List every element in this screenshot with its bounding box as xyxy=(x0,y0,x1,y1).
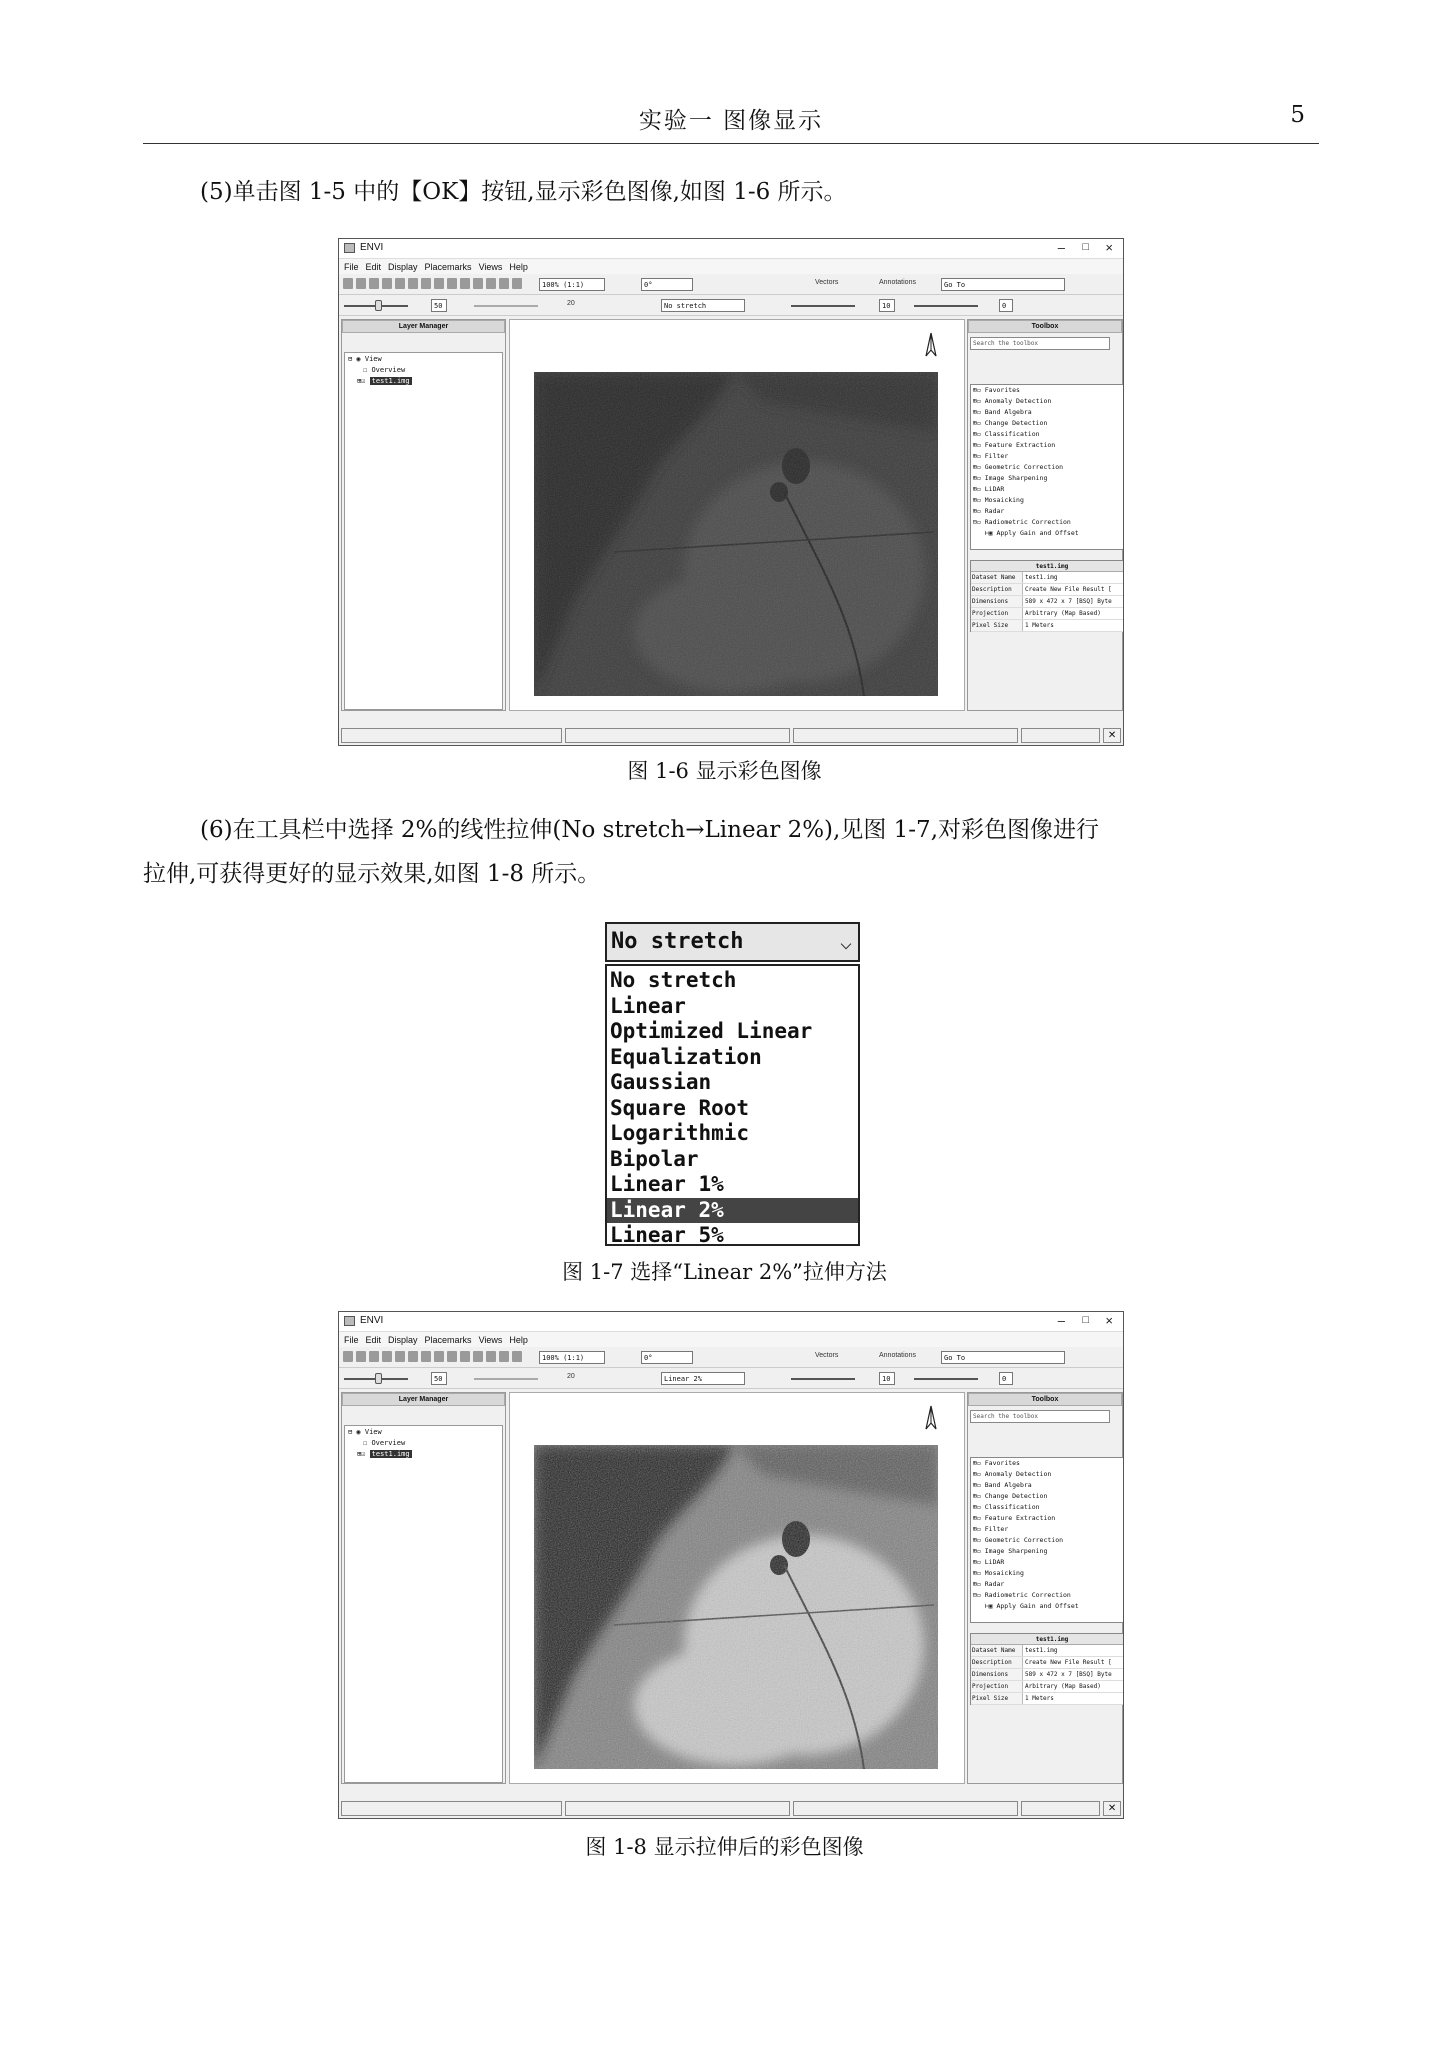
status-field xyxy=(793,1801,1018,1816)
dataset-info-row: Description Create New File Result [ xyxy=(971,584,1124,596)
toolbox-item[interactable]: ⊢▣ Apply Gain and Offset xyxy=(973,1602,1079,1610)
stretch-option[interactable]: Equalization xyxy=(610,1044,762,1069)
status-bar xyxy=(341,728,1121,743)
dataset-info-row: Dimensions 589 x 472 x 7 [BSQ] Byte xyxy=(971,1669,1124,1681)
toolbar-tool-icon[interactable] xyxy=(447,1351,457,1362)
stretch-options-list xyxy=(605,964,860,1246)
toolbox-title: Toolbox xyxy=(968,320,1122,333)
title-bar xyxy=(339,1312,1123,1332)
status-field xyxy=(1021,728,1101,743)
toolbar-tool-icon[interactable] xyxy=(447,278,457,289)
status-field xyxy=(565,728,790,743)
menu-item-views[interactable]: Views xyxy=(478,1334,503,1345)
menu-item-edit[interactable]: Edit xyxy=(365,261,382,272)
layer-tree xyxy=(344,1425,503,1783)
toolbox-item[interactable]: ⊞▭ Radar xyxy=(973,507,1005,515)
toolbox-item[interactable]: ⊞▭ Band Algebra xyxy=(973,408,1032,416)
page-header xyxy=(143,100,1319,144)
caption-fig-1-8: 图 1-8 显示拉伸后的彩色图像 xyxy=(585,1835,864,1859)
zoom-select[interactable]: 100% (1:1) xyxy=(539,278,605,291)
stretch-type-select[interactable]: No stretch xyxy=(661,299,745,312)
toolbox-item[interactable]: ⊢▣ Apply Gain and Offset xyxy=(973,529,1079,537)
toolbox-item[interactable]: ⊞▭ Favorites xyxy=(973,386,1020,394)
close-icon[interactable]: × xyxy=(1105,240,1113,255)
toolbox-item[interactable]: ⊞▭ Image Sharpening xyxy=(973,474,1048,482)
toolbox-item[interactable]: ⊞▭ Change Detection xyxy=(973,419,1048,427)
toolbar-tool-icon[interactable] xyxy=(499,1351,509,1362)
brightness-value[interactable]: 50 xyxy=(431,299,447,312)
envi-window-fig-1-6 xyxy=(338,238,1124,746)
toolbar-tool-icon[interactable] xyxy=(395,1351,405,1362)
minimize-icon[interactable]: – xyxy=(1057,1313,1065,1328)
dataset-info-row: Description Create New File Result [ xyxy=(971,1657,1124,1669)
menu-item-edit[interactable]: Edit xyxy=(365,1334,382,1345)
toolbar-tool-icon[interactable] xyxy=(343,278,353,289)
image-view[interactable] xyxy=(509,1392,965,1784)
status-field xyxy=(341,728,562,743)
sharpen-value[interactable]: 10 xyxy=(879,299,895,312)
stretch-option[interactable]: Linear xyxy=(610,993,686,1018)
caption-fig-1-7: 图 1-7 选择“Linear 2%”拉伸方法 xyxy=(562,1260,887,1284)
sharpen-value[interactable]: 10 xyxy=(879,1372,895,1385)
toolbox-item[interactable]: ⊞▭ Image Sharpening xyxy=(973,1547,1048,1555)
running-title: 实验一 图像显示 xyxy=(638,108,824,134)
toolbox-item[interactable]: ⊞▭ Feature Extraction xyxy=(973,441,1056,449)
stretch-option[interactable]: Linear 5% xyxy=(610,1223,724,1247)
toolbox-search-input[interactable]: Search the toolbox xyxy=(970,1410,1110,1423)
satellite-image xyxy=(534,1445,938,1769)
menu-item-display[interactable]: Display xyxy=(388,1334,418,1345)
zoom-select[interactable]: 100% (1:1) xyxy=(539,1351,605,1364)
toolbox-item[interactable]: ⊞▭ Geometric Correction xyxy=(973,463,1064,471)
toolbar-tool-icon[interactable] xyxy=(356,278,366,289)
maximize-icon[interactable]: □ xyxy=(1082,241,1089,253)
toolbox-item[interactable]: ⊞▭ Mosaicking xyxy=(973,496,1024,504)
main-toolbar xyxy=(339,274,1123,295)
menu-item-file[interactable]: File xyxy=(344,1334,359,1345)
dataset-info-title: test1.img xyxy=(971,1634,1124,1645)
north-arrow-icon xyxy=(924,332,938,358)
display-toolbar xyxy=(339,295,1123,316)
toolbar-tool-icon[interactable] xyxy=(434,278,444,289)
title-bar xyxy=(339,239,1123,259)
menu-item-placemarks[interactable]: Placemarks xyxy=(424,261,472,272)
toolbox-panel xyxy=(967,319,1123,711)
dataset-info-row: Dataset Name test1.img xyxy=(971,572,1124,584)
layer-manager-panel xyxy=(341,1392,506,1784)
toolbox-item[interactable]: ⊞▭ Anomaly Detection xyxy=(973,397,1052,405)
stretch-option[interactable]: Square Root xyxy=(610,1095,750,1120)
toolbar-tool-icon[interactable] xyxy=(421,278,431,289)
rotation-select[interactable]: 0° xyxy=(641,1351,693,1364)
dataset-info-row: Projection Arbitrary (Map Based) xyxy=(971,1681,1124,1693)
toolbox-item[interactable]: ⊞▭ Filter xyxy=(973,1525,1009,1533)
dataset-info-table xyxy=(970,560,1124,632)
toolbar-tool-icon[interactable] xyxy=(382,278,392,289)
envi-logo-icon xyxy=(344,1316,355,1326)
toolbar-tool-icon[interactable] xyxy=(512,278,522,289)
layer-manager-panel xyxy=(341,319,506,711)
satellite-image xyxy=(534,372,938,696)
menu-bar xyxy=(339,1332,1123,1347)
envi-logo-icon xyxy=(344,243,355,253)
toolbar-tool-icon[interactable] xyxy=(460,1351,470,1362)
toolbox-tree xyxy=(970,1457,1124,1623)
toolbox-item[interactable]: ⊞▭ Classification xyxy=(973,430,1040,438)
toolbox-panel xyxy=(967,1392,1123,1784)
window-title: ENVI xyxy=(360,1315,384,1326)
toolbox-item[interactable]: ⊞▭ LiDAR xyxy=(973,1558,1005,1566)
status-bar xyxy=(341,1801,1121,1816)
tree-node-layer[interactable]: ⊞☑ test1.img xyxy=(357,377,410,385)
status-close-icon[interactable]: ✕ xyxy=(1103,728,1121,743)
contrast-value[interactable]: 20 xyxy=(567,300,575,307)
dataset-info-row: Pixel Size 1 Meters xyxy=(971,620,1124,632)
dataset-info-table xyxy=(970,1633,1124,1705)
transparency-value[interactable]: 0 xyxy=(999,1372,1013,1385)
display-toolbar xyxy=(339,1368,1123,1389)
toolbox-item[interactable]: ⊞▭ Mosaicking xyxy=(973,1569,1024,1577)
annotations-menu[interactable]: Annotations xyxy=(879,279,916,286)
toolbar-tool-icon[interactable] xyxy=(421,1351,431,1362)
vectors-menu[interactable]: Vectors xyxy=(815,1352,839,1359)
goto-input[interactable]: Go To xyxy=(941,278,1065,291)
toolbar-tool-icon[interactable] xyxy=(356,1351,366,1362)
menu-item-views[interactable]: Views xyxy=(478,261,503,272)
stretch-option[interactable]: Bipolar xyxy=(610,1146,699,1171)
contrast-slider[interactable] xyxy=(474,305,538,307)
toolbar-tool-icon[interactable] xyxy=(499,278,509,289)
goto-input[interactable]: Go To xyxy=(941,1351,1065,1364)
toolbox-tree xyxy=(970,384,1124,550)
toolbar-tool-icon[interactable] xyxy=(408,1351,418,1362)
toolbox-item[interactable]: ⊞▭ Classification xyxy=(973,1503,1040,1511)
tree-node-view[interactable]: ⊟ ◉ View xyxy=(348,355,382,363)
layer-tree xyxy=(344,352,503,710)
toolbar-tool-icon[interactable] xyxy=(460,278,470,289)
chevron-down-icon[interactable]: ⌵ xyxy=(839,930,852,954)
toolbar-tool-icon[interactable] xyxy=(473,1351,483,1362)
menu-item-help[interactable]: Help xyxy=(509,261,528,272)
layer-manager-title: Layer Manager xyxy=(342,320,505,333)
vectors-menu[interactable]: Vectors xyxy=(815,279,839,286)
toolbox-item[interactable]: ⊞▭ Anomaly Detection xyxy=(973,1470,1052,1478)
tree-node-layer[interactable]: ⊞☑ test1.img xyxy=(357,1450,410,1458)
toolbar-tool-icon[interactable] xyxy=(369,1351,379,1362)
contrast-value[interactable]: 20 xyxy=(567,1373,575,1380)
toolbar-tool-icon[interactable] xyxy=(486,1351,496,1362)
paragraph-step-6-line-2: 拉伸,可获得更好的显示效果,如图 1-8 所示。 xyxy=(143,861,601,887)
stretch-selected-value: No stretch xyxy=(611,929,744,954)
window-title: ENVI xyxy=(360,242,384,253)
toolbox-item[interactable]: ⊞▭ LiDAR xyxy=(973,485,1005,493)
envi-window-fig-1-8 xyxy=(338,1311,1124,1819)
paragraph-step-6-line-1: (6)在工具栏中选择 2%的线性拉伸(No stretch→Linear 2%),见图 1-7,对彩色图像进行 xyxy=(200,817,1099,843)
toolbar-tool-icon[interactable] xyxy=(473,278,483,289)
layer-manager-title: Layer Manager xyxy=(342,1393,505,1406)
toolbar-tool-icon[interactable] xyxy=(434,1351,444,1362)
toolbar-tool-icon[interactable] xyxy=(369,278,379,289)
toolbox-item[interactable]: ⊞▭ Geometric Correction xyxy=(973,1536,1064,1544)
dataset-info-row: Dataset Name test1.img xyxy=(971,1645,1124,1657)
stretch-option[interactable]: Gaussian xyxy=(610,1070,712,1094)
toolbox-item[interactable]: ⊟▭ Radiometric Correction xyxy=(973,1591,1071,1599)
dataset-info-title: test1.img xyxy=(971,561,1124,572)
stretch-option[interactable]: Linear 2% xyxy=(607,1198,858,1224)
dataset-info-row: Projection Arbitrary (Map Based) xyxy=(971,608,1124,620)
tree-node-overview[interactable]: ☐ Overview xyxy=(363,366,406,374)
menu-item-help[interactable]: Help xyxy=(509,1334,528,1345)
tree-node-view[interactable]: ⊟ ◉ View xyxy=(348,1428,382,1436)
sharpen-slider[interactable] xyxy=(791,305,855,307)
stretch-option[interactable]: Linear 1% xyxy=(610,1172,724,1196)
toolbox-item[interactable]: ⊞▭ Change Detection xyxy=(973,1492,1048,1500)
page-number: 5 xyxy=(1290,102,1305,128)
toolbox-item[interactable]: ⊞▭ Radar xyxy=(973,1580,1005,1588)
stretch-type-select[interactable]: Linear 2% xyxy=(661,1372,745,1385)
stretch-option[interactable]: Logarithmic xyxy=(610,1121,750,1145)
status-field xyxy=(1021,1801,1101,1816)
menu-item-display[interactable]: Display xyxy=(388,261,418,272)
north-arrow-icon xyxy=(924,1405,938,1431)
rotation-select[interactable]: 0° xyxy=(641,278,693,291)
toolbar-tool-icon[interactable] xyxy=(395,278,405,289)
brightness-value[interactable]: 50 xyxy=(431,1372,447,1385)
minimize-icon[interactable]: – xyxy=(1057,240,1065,255)
toolbox-item[interactable]: ⊞▭ Favorites xyxy=(973,1459,1020,1467)
annotations-menu[interactable]: Annotations xyxy=(879,1352,916,1359)
toolbox-item[interactable]: ⊞▭ Band Algebra xyxy=(973,1481,1032,1489)
stretch-dropdown[interactable] xyxy=(605,922,860,1246)
transparency-slider[interactable] xyxy=(914,1378,978,1380)
toolbar-tool-icon[interactable] xyxy=(512,1351,522,1362)
transparency-slider[interactable] xyxy=(914,305,978,307)
brightness-slider-knob[interactable] xyxy=(375,300,382,311)
toolbox-item[interactable]: ⊞▭ Feature Extraction xyxy=(973,1514,1056,1522)
status-field xyxy=(793,728,1018,743)
menu-item-placemarks[interactable]: Placemarks xyxy=(424,1334,472,1345)
paragraph-step-5: (5)单击图 1-5 中的【OK】按钮,显示彩色图像,如图 1-6 所示。 xyxy=(200,179,847,205)
stretch-select[interactable] xyxy=(605,922,860,962)
main-toolbar xyxy=(339,1347,1123,1368)
brightness-slider-knob[interactable] xyxy=(375,1373,382,1384)
stretch-option[interactable]: Optimized Linear xyxy=(610,1019,813,1043)
toolbar-tool-icon[interactable] xyxy=(382,1351,392,1362)
dataset-info-row: Pixel Size 1 Meters xyxy=(971,1693,1124,1705)
image-view[interactable] xyxy=(509,319,965,711)
toolbox-item[interactable]: ⊟▭ Radiometric Correction xyxy=(973,518,1071,526)
contrast-slider[interactable] xyxy=(474,1378,538,1380)
toolbar-tool-icon[interactable] xyxy=(343,1351,353,1362)
status-field xyxy=(341,1801,562,1816)
toolbox-title: Toolbox xyxy=(968,1393,1122,1406)
toolbar-tool-icon[interactable] xyxy=(486,278,496,289)
menu-item-file[interactable]: File xyxy=(344,261,359,272)
menu-bar xyxy=(339,259,1123,274)
status-field xyxy=(565,1801,790,1816)
transparency-value[interactable]: 0 xyxy=(999,299,1013,312)
tree-node-overview[interactable]: ☐ Overview xyxy=(363,1439,406,1447)
toolbar-tool-icon[interactable] xyxy=(408,278,418,289)
caption-fig-1-6: 图 1-6 显示彩色图像 xyxy=(627,759,822,783)
toolbox-item[interactable]: ⊞▭ Filter xyxy=(973,452,1009,460)
maximize-icon[interactable]: □ xyxy=(1082,1314,1089,1326)
toolbox-search-input[interactable]: Search the toolbox xyxy=(970,337,1110,350)
close-icon[interactable]: × xyxy=(1105,1313,1113,1328)
stretch-option[interactable]: No stretch xyxy=(610,968,737,992)
dataset-info-row: Dimensions 589 x 472 x 7 [BSQ] Byte xyxy=(971,596,1124,608)
sharpen-slider[interactable] xyxy=(791,1378,855,1380)
status-close-icon[interactable]: ✕ xyxy=(1103,1801,1121,1816)
